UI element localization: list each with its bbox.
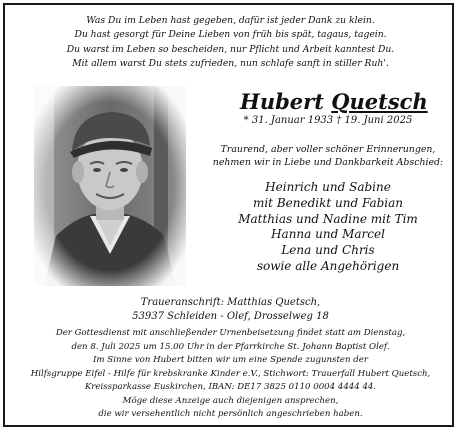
intro-line: Traurend, aber voller schöner Erinnerungen, — [220, 144, 436, 155]
notice-line: Der Gottesdienst mit anschließender Urnenbeisetzung findet statt am Dienstag, — [55, 328, 406, 338]
notice-line: den 8. Juli 2025 um 15.00 Uhr in der Pfarrkirche St. Johann Baptist Olef. — [71, 341, 390, 352]
notice-line: Hilfsgruppe Eifel - Hilfe für krebskranke Kinder e.V., Stichwort: Trauerfall Hubert Quetsch, — [30, 368, 431, 379]
notice-line: Kreissparkasse Euskirchen, IBAN: DE17 3825 0110 0004 4444 44. — [84, 382, 377, 392]
memorial-poem — [5, 14, 456, 71]
first-name: Hubert — [240, 89, 324, 114]
address-line: 53937 Schleiden - Olef, Drosselweg 18 — [132, 311, 329, 322]
poem-line: Was Du im Leben hast gegeben, dafür ist jeder Dank zu klein. — [86, 15, 375, 26]
mourning-address — [5, 296, 456, 324]
mourner: sowie alle Angehörigen — [256, 258, 400, 273]
poem-line: Du warst im Leben so bescheiden, nur Pflicht und Arbeit kanntest Du. — [66, 43, 395, 55]
mourner: Heinrich und Sabine — [265, 180, 391, 194]
poem-line: Mit allem warst Du stets zufrieden, nun schlafe sanft in stiller Ruh'. — [72, 57, 389, 69]
intro-line: nehmen wir in Liebe und Dankbarkeit Abschied: — [212, 157, 444, 168]
mourners-list — [203, 180, 453, 275]
obituary-card — [3, 3, 454, 427]
last-name: Quetsch — [331, 89, 428, 114]
farewell-intro — [203, 143, 453, 169]
poem-line: Du hast gesorgt für Deine Lieben von früh bis spät, tagaus, tagein. — [74, 29, 387, 41]
portrait-photo — [34, 86, 186, 286]
service-notice — [5, 327, 456, 422]
mourner: Lena und Chris — [281, 243, 375, 258]
notice-line: Im Sinne von Hubert bitten wir um eine Spende zugunsten der — [93, 355, 368, 365]
life-dates: * 31. Januar 1933 † 19. Juni 2025 — [243, 115, 413, 126]
notice-line: Möge diese Anzeige auch diejenigen ansprechen, — [122, 395, 339, 406]
mourner: Matthias und Nadine mit Tim — [238, 211, 418, 226]
mourner: mit Benedikt und Fabian — [252, 195, 404, 210]
notice-line: die wir versehentlich nicht persönlich angeschrieben haben. — [98, 409, 363, 419]
address-line: Traueranschrift: Matthias Quetsch, — [140, 297, 321, 308]
mourner: Hanna und Marcel — [271, 227, 385, 242]
deceased-name — [240, 89, 428, 114]
